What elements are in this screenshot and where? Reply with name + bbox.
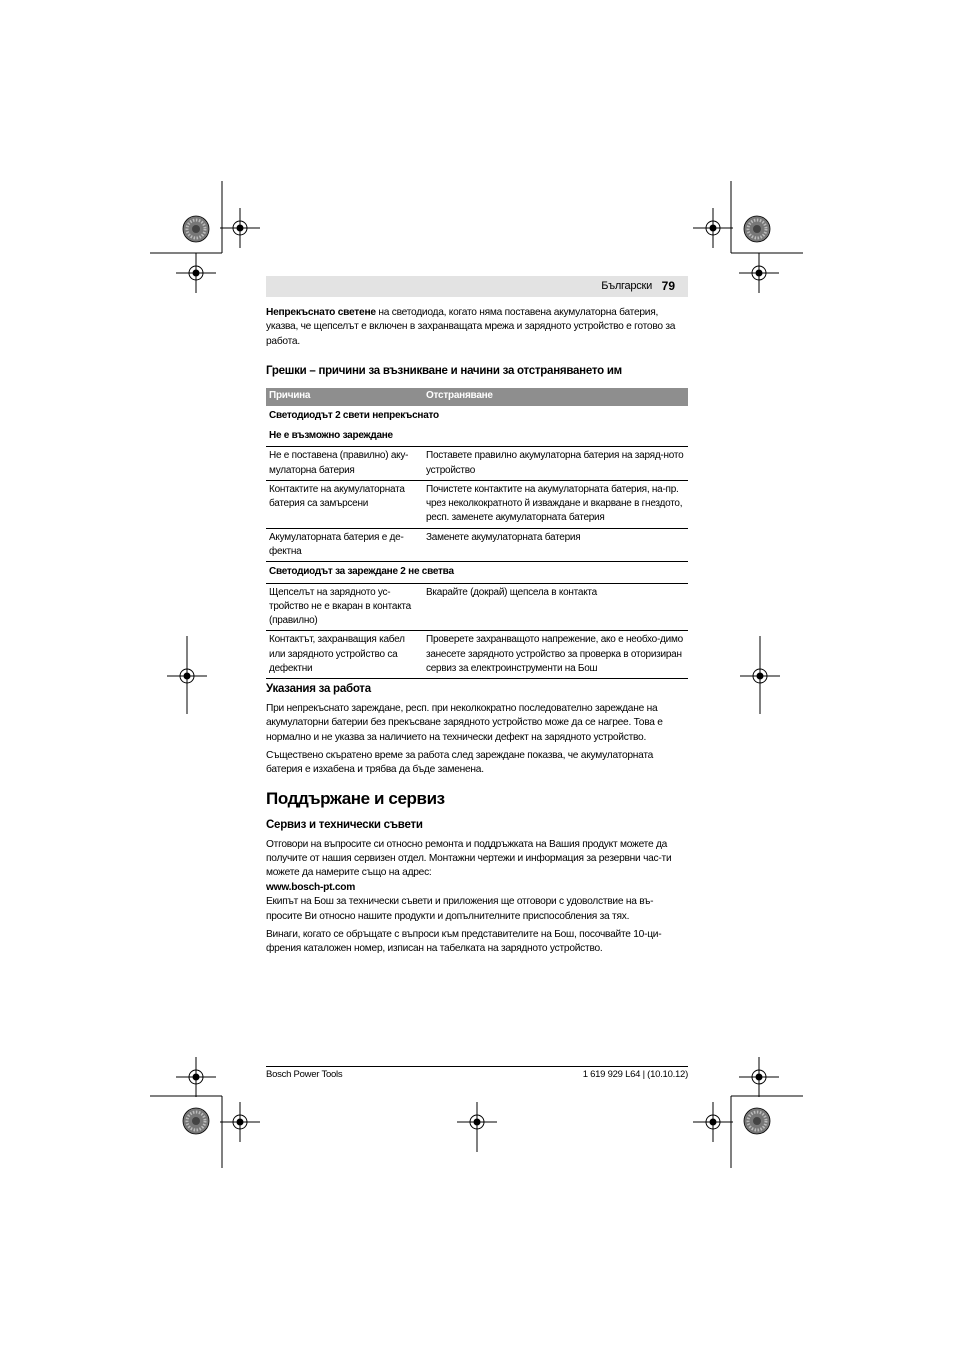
table-row [266,528,688,562]
col-cause-header: Причина [266,388,423,406]
page-header [266,276,688,297]
main-content [266,306,688,957]
table-section-title [266,406,688,426]
table-section-title [266,562,688,583]
cause-cell: Акумулаторната батерия е де-фектна [266,528,423,562]
fix-cell: Заменете акумулаторната батерия [423,528,688,562]
intro-text: на светодиода, когато няма поставена акумулаторна батерия, указва, че щепселът е включен в захранващата мрежа и зарядното устройство е готово за работа. [266,307,676,347]
fix-cell: Вкарайте (докрай) щепсела в контакта [423,583,688,631]
table-row [266,583,688,631]
cause-cell: Щепселът на зарядното ус-тройство не е вкаран в контакта (правилно) [266,583,423,631]
table-row [266,480,688,528]
section1-title: Светодиодът 2 свети непрекъснато [269,409,439,421]
footer-rule [266,1066,688,1067]
table-row [266,631,688,679]
work-paragraph-1: При непрекъснато зареждане, респ. при неколкократно последователно зареждане на акумулаторни батерии без прекъсване зарядното устройство може да се нагрее. Това е нормално и не указва за наличието на технически дефект на зарядното устройство. [266,702,663,743]
section2-title: Светодиодът за зареждане 2 не светва [266,562,688,583]
service-paragraph-3: Винаги, когато се обръщате с въпроси към представителите на Бош, посочвайте 10-ци-френия каталожен номер, изписан на табелката на зарядното устройство. [266,929,662,955]
service-paragraph-1: Отговори на въпросите си относно ремонта и поддръжката на Вашия продукт можете да получите от нашия сервизен отдел. Монтажни чертежи и информация за резервни час-ти можете да намерите също на адрес: [266,838,672,879]
col-fix-header: Отстраняване [423,388,688,406]
work-paragraph-2: Съществено скъратено време за работа след зареждане показва, че акумулаторната батерия е изхабена и трябва да бъде заменена. [266,750,654,776]
cause-cell: Не е поставена (правилно) аку-мулаторна батерия [266,447,423,481]
service-heading: Сервиз и технически съвети [266,819,423,832]
fix-cell: Почистете контактите на акумулаторната батерия, на-пр. чрез неколкократното й изваждане и вкарване в гнездото, респ. заменете акумулаторната батерия [423,480,688,528]
maintenance-heading: Поддържане и сервиз [266,788,445,808]
fix-cell: Поставете правилно акумулаторна батерия на заряд-ното устройство [423,447,688,481]
table-section-subtitle [266,426,688,447]
intro-bold: Непрекъснато светене [266,307,376,318]
footer-doc-number: 1 619 929 L64 | (10.10.12) [582,1069,688,1080]
page-number: 79 [661,279,675,293]
service-url: www.bosch-pt.com [266,881,356,893]
table-row [266,447,688,481]
footer-brand: Bosch Power Tools [266,1069,343,1080]
work-heading: Указания за работа [266,683,371,696]
section1-subtitle: Не е възможно зареждане [266,426,688,447]
errors-heading: Грешки – причини за възникване и начини за отстраняването им [266,365,622,378]
troubleshooting-table [266,388,688,680]
intro-paragraph [266,306,688,349]
fix-cell: Проверете захранващото напрежение, ако е необхо-димо занесете зарядното устройство за проверка в оторизиран сервиз за електроинструменти на Бош [423,631,688,679]
cause-cell: Контактът, захранващия кабел или зарядното устройство са дефектни [266,631,423,679]
table-header-row [266,388,688,406]
service-paragraph-2: Екипът на Бош за технически съвети и приложения ще отговори с удоволствие на въ-просите Ви относно нашите продукти и допълнителните приспособления за тях. [266,896,654,922]
cause-cell: Контактите на акумулаторната батерия са замърсени [266,480,423,528]
header-language: Български [601,280,652,292]
